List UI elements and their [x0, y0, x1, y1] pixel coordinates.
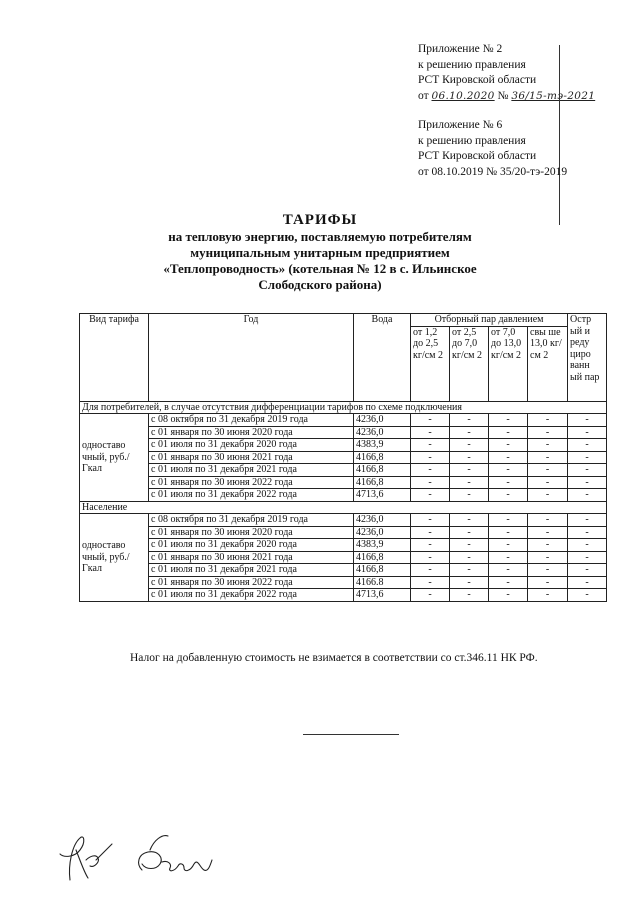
title-line-3: «Теплопроводность» (котельная № 12 в с. Ильинское	[163, 261, 477, 276]
period-cell: с 01 января по 30 июня 2021 года	[149, 451, 354, 464]
water-cell: 4166,8	[354, 564, 411, 577]
steam-2-cell: -	[450, 464, 489, 477]
table-row	[80, 539, 607, 552]
steam-4-cell: -	[528, 439, 568, 452]
section-title: Для потребителей, в случае отсутствия дифференциации тарифов по схеме подключения	[80, 401, 607, 414]
sharp-steam-cell: -	[568, 414, 607, 427]
steam-1-cell: -	[411, 414, 450, 427]
header-sharp-steam: Остр ый и реду циро ванн ый пар	[568, 314, 607, 402]
tariff-type-cell: одноставо чный, руб./Гкал	[80, 514, 149, 602]
steam-3-cell: -	[489, 526, 528, 539]
period-cell: с 01 июля по 31 декабря 2021 года	[149, 464, 354, 477]
sharp-steam-cell: -	[568, 489, 607, 502]
appendix-2-authority: РСТ Кировской области	[418, 74, 537, 86]
table-row	[80, 576, 607, 589]
header-type: Вид тарифа	[80, 314, 149, 402]
period-cell: с 01 июля по 31 декабря 2022 года	[149, 589, 354, 602]
steam-2-cell: -	[450, 564, 489, 577]
steam-3-cell: -	[489, 489, 528, 502]
sharp-steam-cell: -	[568, 526, 607, 539]
steam-4-cell: -	[528, 464, 568, 477]
appendix-6-title: Приложение № 6	[418, 119, 503, 131]
period-cell: с 01 января по 30 июня 2021 года	[149, 551, 354, 564]
steam-3-cell: -	[489, 476, 528, 489]
header-steam-1: от 1,2 до 2,5 кг/см 2	[411, 326, 450, 401]
water-cell: 4166,8	[354, 476, 411, 489]
steam-3-cell: -	[489, 589, 528, 602]
header-row-1	[80, 314, 607, 327]
table-row	[80, 414, 607, 427]
tariff-table	[79, 313, 607, 602]
steam-3-cell: -	[489, 439, 528, 452]
sharp-steam-cell: -	[568, 551, 607, 564]
steam-2-cell: -	[450, 489, 489, 502]
water-cell: 4166,8	[354, 451, 411, 464]
steam-2-cell: -	[450, 451, 489, 464]
sharp-steam-cell: -	[568, 564, 607, 577]
steam-1-cell: -	[411, 476, 450, 489]
appendix-2-number: 36/15-тэ-2021	[511, 89, 596, 102]
period-cell: с 01 июля по 31 декабря 2021 года	[149, 564, 354, 577]
steam-4-cell: -	[528, 514, 568, 527]
water-cell: 4383,9	[354, 439, 411, 452]
water-cell: 4713,6	[354, 489, 411, 502]
appendix-6-decision: к решению правления	[418, 134, 526, 147]
steam-3-cell: -	[489, 514, 528, 527]
steam-1-cell: -	[411, 514, 450, 527]
steam-4-cell: -	[528, 426, 568, 439]
steam-4-cell: -	[528, 576, 568, 589]
sharp-steam-cell: -	[568, 576, 607, 589]
steam-1-cell: -	[411, 439, 450, 452]
appendix-2-prefix: от	[418, 89, 429, 102]
steam-4-cell: -	[528, 476, 568, 489]
sharp-steam-cell: -	[568, 426, 607, 439]
water-cell: 4166,8	[354, 551, 411, 564]
water-cell: 4236,0	[354, 526, 411, 539]
table-row	[80, 439, 607, 452]
appendix-2-number-sign: №	[497, 89, 509, 102]
table-row	[80, 489, 607, 502]
table-row	[80, 514, 607, 527]
separator-line	[303, 734, 399, 735]
sharp-steam-cell: -	[568, 476, 607, 489]
period-cell: с 08 октября по 31 декабря 2019 года	[149, 514, 354, 527]
period-cell: с 08 октября по 31 декабря 2019 года	[149, 414, 354, 427]
appendix-6-date-line: от 08.10.2019 № 35/20-тэ-2019	[418, 165, 568, 178]
steam-1-cell: -	[411, 464, 450, 477]
water-cell: 4166,8	[354, 464, 411, 477]
steam-3-cell: -	[489, 576, 528, 589]
table-row	[80, 564, 607, 577]
header-steam-3: от 7,0 до 13,0 кг/см 2	[489, 326, 528, 401]
appendix-2-date-line	[418, 89, 595, 105]
header-water: Вода	[354, 314, 411, 402]
steam-4-cell: -	[528, 414, 568, 427]
period-cell: с 01 июля по 31 декабря 2022 года	[149, 489, 354, 502]
steam-4-cell: -	[528, 526, 568, 539]
sharp-steam-cell: -	[568, 589, 607, 602]
steam-2-cell: -	[450, 514, 489, 527]
appendix-6-block	[418, 118, 567, 180]
sharp-steam-cell: -	[568, 439, 607, 452]
period-cell: с 01 января по 30 июня 2020 года	[149, 426, 354, 439]
table-row	[80, 526, 607, 539]
steam-2-cell: -	[450, 589, 489, 602]
table-row	[80, 426, 607, 439]
sharp-steam-cell: -	[568, 514, 607, 527]
section-title-row	[80, 501, 607, 514]
period-cell: с 01 июля по 31 декабря 2020 года	[149, 439, 354, 452]
steam-4-cell: -	[528, 539, 568, 552]
appendix-2-date: 06.10.2020	[431, 89, 495, 102]
period-cell: с 01 января по 30 июня 2020 года	[149, 526, 354, 539]
header-steam-2: от 2,5 до 7,0 кг/см 2	[450, 326, 489, 401]
steam-4-cell: -	[528, 489, 568, 502]
water-cell: 4166.8	[354, 576, 411, 589]
period-cell: с 01 января по 30 июня 2022 года	[149, 476, 354, 489]
steam-4-cell: -	[528, 551, 568, 564]
steam-2-cell: -	[450, 526, 489, 539]
steam-1-cell: -	[411, 576, 450, 589]
signature-1-icon	[60, 837, 112, 880]
tariff-type-cell: одноставо чный, руб./Гкал	[80, 414, 149, 502]
handwritten-signatures	[50, 820, 220, 895]
steam-3-cell: -	[489, 539, 528, 552]
water-cell: 4236,0	[354, 514, 411, 527]
title-main: ТАРИФЫ	[282, 212, 358, 228]
steam-3-cell: -	[489, 414, 528, 427]
steam-1-cell: -	[411, 564, 450, 577]
water-cell: 4383,9	[354, 539, 411, 552]
steam-3-cell: -	[489, 451, 528, 464]
header-steam-4: свы ше 13,0 кг/см 2	[528, 326, 568, 401]
steam-1-cell: -	[411, 451, 450, 464]
table-row	[80, 451, 607, 464]
steam-4-cell: -	[528, 589, 568, 602]
steam-1-cell: -	[411, 551, 450, 564]
header-steam: Отборный пар давлением	[411, 314, 568, 327]
steam-2-cell: -	[450, 439, 489, 452]
header-year: Год	[149, 314, 354, 402]
steam-1-cell: -	[411, 426, 450, 439]
section-title-row	[80, 401, 607, 414]
section-title: Население	[80, 501, 607, 514]
water-cell: 4713,6	[354, 589, 411, 602]
steam-2-cell: -	[450, 539, 489, 552]
steam-2-cell: -	[450, 551, 489, 564]
appendix-6-authority: РСТ Кировской области	[418, 150, 537, 162]
steam-3-cell: -	[489, 551, 528, 564]
steam-3-cell: -	[489, 426, 528, 439]
sharp-steam-cell: -	[568, 464, 607, 477]
steam-2-cell: -	[450, 426, 489, 439]
steam-2-cell: -	[450, 476, 489, 489]
document-title	[70, 212, 570, 293]
appendix-2-decision: к решению правления	[418, 58, 526, 71]
steam-4-cell: -	[528, 564, 568, 577]
period-cell: с 01 июля по 31 декабря 2020 года	[149, 539, 354, 552]
table-row	[80, 551, 607, 564]
steam-1-cell: -	[411, 489, 450, 502]
title-line-1: на тепловую энергию, поставляемую потребителям	[168, 229, 472, 244]
sharp-steam-cell: -	[568, 451, 607, 464]
table-row	[80, 476, 607, 489]
sharp-steam-cell: -	[568, 539, 607, 552]
title-line-2: муниципальным унитарным предприятием	[190, 245, 450, 260]
signature-2-icon	[139, 836, 212, 871]
steam-3-cell: -	[489, 464, 528, 477]
vat-footnote: Налог на добавленную стоимость не взимается в соответствии со ст.346.11 НК РФ.	[130, 652, 538, 664]
title-line-4: Слободского района)	[258, 277, 382, 292]
steam-2-cell: -	[450, 576, 489, 589]
appendix-2-block	[418, 42, 595, 104]
water-cell: 4236,0	[354, 414, 411, 427]
period-cell: с 01 января по 30 июня 2022 года	[149, 576, 354, 589]
appendix-2-title: Приложение № 2	[418, 43, 503, 55]
steam-1-cell: -	[411, 539, 450, 552]
steam-2-cell: -	[450, 414, 489, 427]
table-row	[80, 589, 607, 602]
water-cell: 4236,0	[354, 426, 411, 439]
steam-4-cell: -	[528, 451, 568, 464]
steam-1-cell: -	[411, 526, 450, 539]
steam-3-cell: -	[489, 564, 528, 577]
steam-1-cell: -	[411, 589, 450, 602]
table-row	[80, 464, 607, 477]
